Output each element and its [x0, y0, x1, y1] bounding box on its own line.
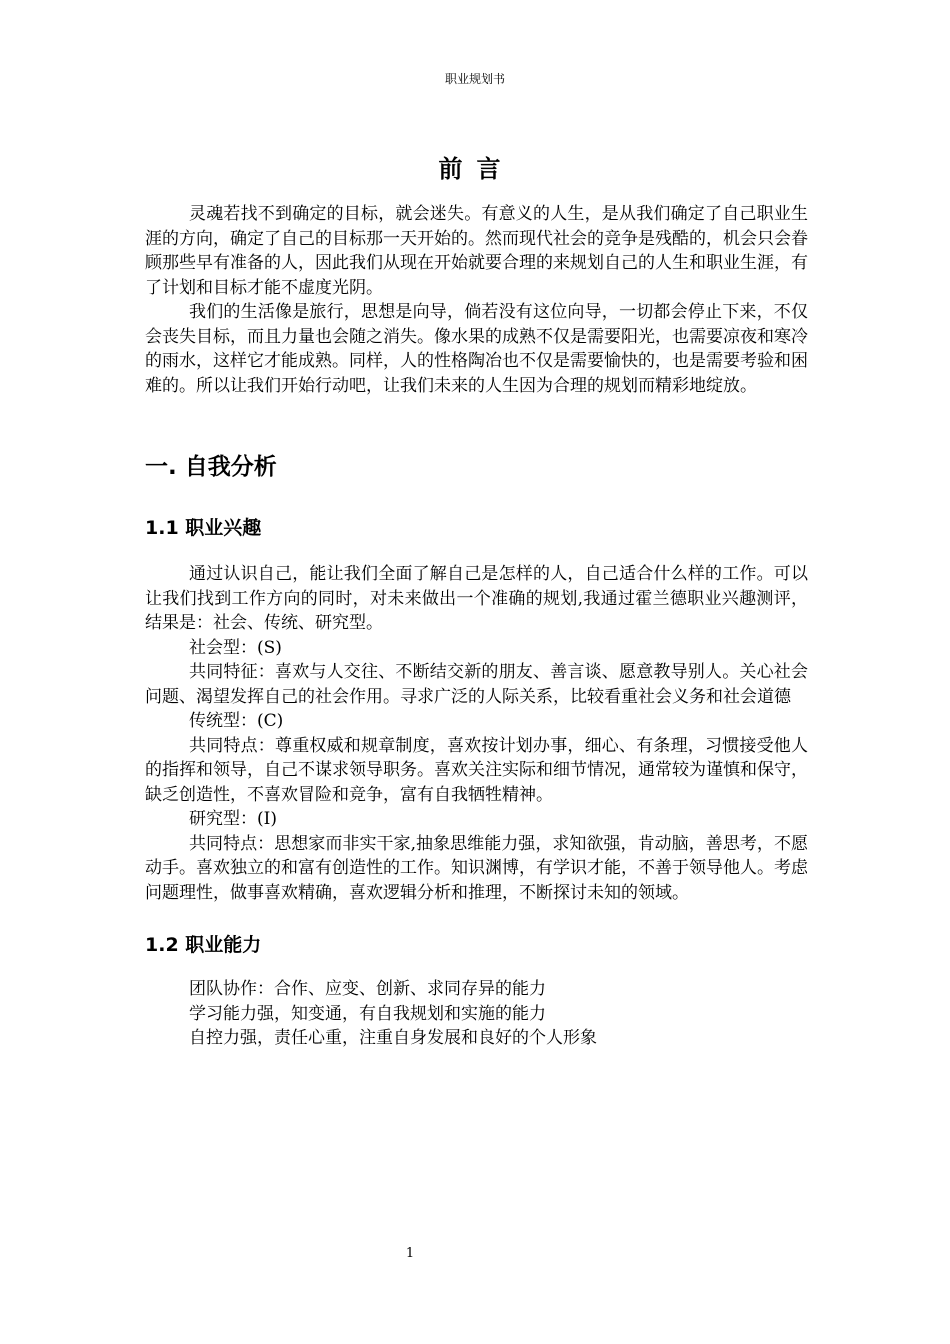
preface-paragraph-2: 我们的生活像是旅行，思想是向导，倘若没有这位向导，一切都会停止下来，不仅会丧失目标，而且力量也会随之消失。像水果的成熟不仅是需要阳光，也需要凉夜和寒冷的雨水，这样它才能成熟。同样，人的性格陶冶也不仅是需要愉快的，也是需要考验和困难的。所以让我们开始行动吧，让我们未来的人生因为合理的规划而精彩地绽放。 [145, 302, 808, 396]
subsection-heading-career-ability: 1.2 职业能力 [145, 934, 262, 956]
section-heading-self-analysis: 一. 自我分析 [145, 454, 277, 480]
preface-paragraph-1: 灵魂若找不到确定的目标，就会迷失。有意义的人生，是从我们确定了自己职业生涯的方向，确定了自己的目标那一天开始的。然而现代社会的竞争是残酷的，机会只会眷顾那些早有准备的人，因此我们从现在开始就要合理的来规划自己的人生和职业生涯，有了计划和目标才能不虚度光阴。 [145, 204, 808, 298]
ability-line-1: 团队协作：合作、应变、创新、求同存异的能力 [189, 979, 546, 999]
page-number: 1 [405, 1246, 415, 1261]
conventional-type-label: 传统型：(C) [189, 711, 284, 731]
investigative-type-label: 研究型：(I) [189, 809, 277, 829]
social-type-label: 社会型：(S) [189, 637, 282, 658]
social-type-text: 共同特征：喜欢与人交往、不断结交新的朋友、善言谈、愿意教导别人。关心社会问题、渴望发挥自己的社会作用。寻求广泛的人际关系，比较看重社会义务和社会道德 [145, 662, 808, 707]
career-interest-intro: 通过认识自己，能让我们全面了解自己是怎样的人，自己适合什么样的工作。可以让我们找到工作方向的同时，对未来做出一个准确的规划,我通过霍兰德职业兴趣测评，结果是：社会、传统、研究型。 [145, 564, 808, 633]
investigative-type-text: 共同特点：思想家而非实干家,抽象思维能力强，求知欲强，肯动脑，善思考，不愿动手。喜欢独立的和富有创造性的工作。知识渊博，有学识才能，不善于领导他人。考虑问题理性，做事喜欢精确，喜欢逻辑分析和推理，不断探讨未知的领域。 [145, 833, 808, 903]
subsection-heading-career-interest: 1.1 职业兴趣 [145, 517, 262, 539]
page-content [145, 152, 808, 1051]
conventional-type-text: 共同特点：尊重权威和规章制度，喜欢按计划办事，细心、有条理，习惯接受他人的指挥和领导，自己不谋求领导职务。喜欢关注实际和细节情况，通常较为谨慎和保守，缺乏创造性，不喜欢冒险和竞争，富有自我牺牲精神。 [145, 735, 808, 805]
ability-line-3: 自控力强，责任心重，注重自身发展和良好的个人形象 [189, 1028, 597, 1048]
running-header: 职业规划书 [444, 72, 505, 86]
ability-line-2: 学习能力强，知变通，有自我规划和实施的能力 [189, 1003, 546, 1024]
preface-title: 前言 [438, 155, 515, 183]
